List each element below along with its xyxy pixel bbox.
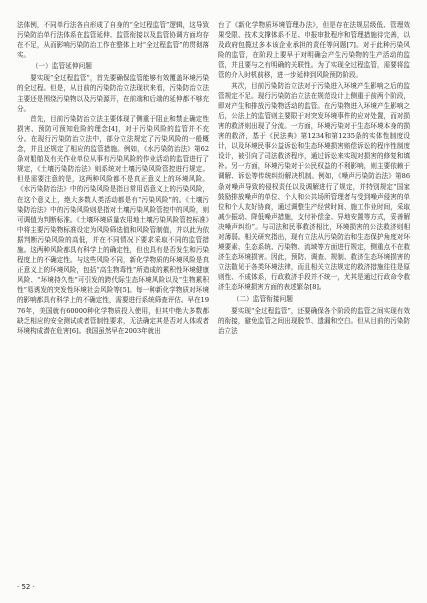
paragraph: 其次，目前污染防治立法对于污染进入环境产生影响之后的监管规定不足。现行污染防治立法在规范设计上侧重于前两个阶段，即对产生和排放污染物活动的监管。在污染物进入环境产生影响之后，公法上的监管则主要限于对突发环境事件的应对处置，而对损害的救济则出现了分流。一方面，环境污染对于生态环境本身的损害的救济，基于《民法典》第1234和第1235条的实体性制度设计，以及环境民事公益诉讼和生态环境损害赔偿诉讼的程序性制度设计，被引向了司法救济程序，通过诉讼来实现对损害的修复和填补。另一方面，环境污染对于公民权益的不利影响，则主要依赖于调解、诉讼等传统纠纷解决机制。例如，《噪声污染防治法》第86条对噪声导致的侵权责任以及调解进行了规定，并特别规定“国家鼓励排放噪声的单位、个人和公共场所管理者与受到噪声侵害的单位和个人友好协商，通过调整生产经营时间、施工作业时间，采取减少振动、降低噪声措施，支付补偿金、异地安置等方式，妥善解决噪声纠纷”。与司法和民事救济相比，环境损害的公法救济则相对薄弱。相关研究指出，现有立法从污染防治和生态保护角度对环境要素、生态系统、污染物、流域等方面进行规定，侧重点不在救济生态环境损害。因此，预防、调查、规制、救济生态环境损害的立法散见于各类环境法律，而且相关立法规定的救济措施往往是原则性、不成体系，行政救济手段并不统一，尤其是通过行政命令救济生态环境损害方面的表述繁杂[8]。 (218, 81, 410, 292)
section-heading-supervision-connection: （二）监管衔接问题 (232, 294, 293, 303)
paragraph: 首先，目前污染防治立法主要体现了侧重于阻止和禁止确定性损害、预防可预知危险的理念[4]，对于污染风险的监管并不充分。在现行污染防治立法中，部分立法规定了污染风险的一般概念，并且还规定了相应的监管措施。例如，《水污染防治法》第62条对船舶及有关作业单位从事有污染风险的作业活动的监管进行了规定，《土壤污染防治法》则系统对土壤污染风险管控进行规定。但是需要注意的是，这两种风险都不是真正意义上的环境风险。《水污染防治法》中的污染风险是指日常用语意义上的污染风险，在这个意义上，绝大多数人类活动都是有“污染风险”的。《土壤污染防治法》中的污染风险则是指对土壤污染风险管控中的风险，则可调值为判断标准。《土壤环境质量农用地土壤污染风险管控标准》中将主要污染物标准设定为风险筛选值和风险管制值，并以此为依据判断污染风险的高低，并在不同情况下要求采取不同的监管措施。这两种风险都具有科学上的确定性，但也具有是否发生和污染程度上的不确定性。与这些风险不同，新化学物质的环境风险是真正意义上的环境风险，包括“高生物毒性”所造成的累积性环境健康风险、“环境持久性”可引发的跨代际生态环境风险以及“生物累积性”易诱发的突发性环境社会风险等[5]。每一种新化学物质对环境的影响都具有科学上的不确定性，需要进行系统筛查评估。早在1976年，美国就有60000种化学物质投入使用，但其中绝大多数都缺乏相应的安全测试或者管制性要求，无法确定其是否对人体或者环境构成潜在危害[6]。我国虽然早在2003年就出 (17, 114, 209, 335)
section-heading-supervision-extension: （一）监管延伸问题 (31, 62, 92, 71)
paragraph: 要实现“全过程监管”，还要确保各个阶段的监管之间实现有效的衔接，避免监管之间出现脱节、遗漏和空白。但从目前的污染防治立法 (218, 306, 410, 335)
page-number: · 52 · (17, 583, 35, 591)
right-column (218, 20, 410, 336)
paragraph-continued: 台了《新化学物质环境管理办法》，但是存在法规层级低、管理效果受限、技术支撑体系不足、申报审批程序和管理措施待完善，以及政府包揽过多本该企业承担的责任等问题[7]。对于此种污染风险的监管，在阶段上要早于对明确会产生污染物的生产活动的监管，并且要与之有明确的关联性。为了实现全过程监管，需要将监管的介入时机前移，进一步延伸到风险预防阶段。 (218, 21, 410, 80)
paragraph-continued: 法体例，不同单行法各自形成了自身的“全过程监管”逻辑，这导致污染防治单行法体系在监管延伸、监管衔接以及监管协调方面均存在不足，从而影响污染防治工作在整体上对“全过程监管”的贯彻落实。 (17, 21, 209, 60)
paragraph: 要实现“全过程监管”，首先要确保监管能够有效覆盖环境污染的全过程。但是，从目前的污染防治立法现状来看，污染防治立法主要还是围绕污染物以及污染源开，在前端和后端的延伸都不够充分。 (17, 74, 209, 113)
left-column (17, 20, 209, 336)
